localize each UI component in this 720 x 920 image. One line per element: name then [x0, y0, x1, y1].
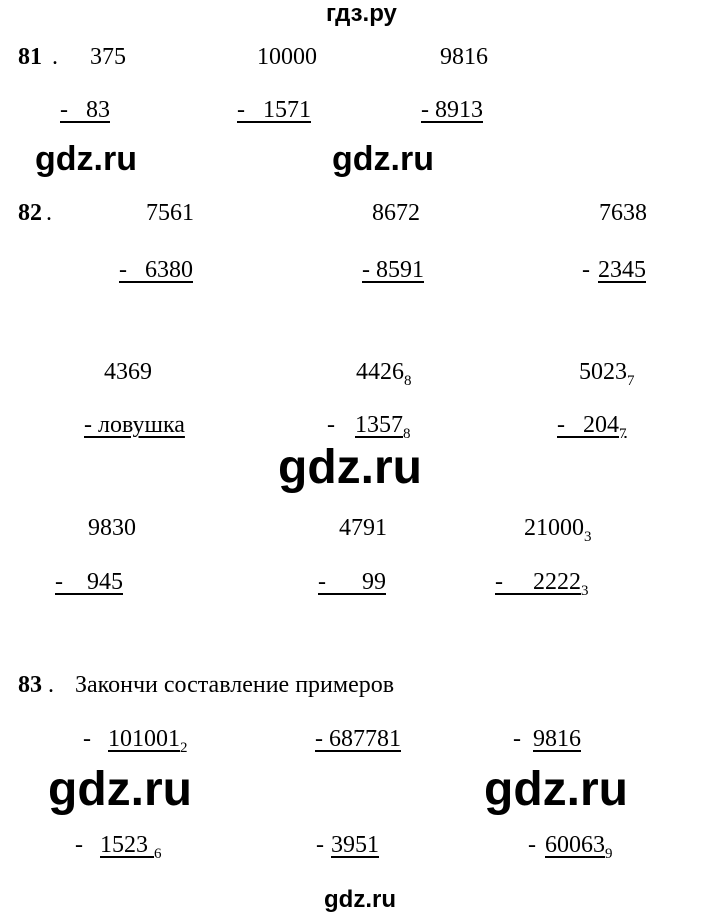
p83-r1-minus-3: - — [513, 726, 527, 752]
p81-top-3: 9816 — [440, 44, 488, 70]
p82-r2-top-3: $5023_7$ — [579, 359, 635, 389]
p81-bottom-3: - 8913 — [421, 97, 483, 123]
p83-r1-value-2: - 687781 — [315, 726, 401, 752]
p82-r1-top-3: 7638 — [599, 200, 647, 226]
watermark-4: gdz.ru — [48, 763, 192, 816]
p83-r2-minus-1: - — [75, 832, 95, 858]
p82-r2-bottom-3: - $204_7$ — [557, 412, 627, 442]
footer-watermark: gdz.ru — [324, 886, 396, 913]
p83-r2-value-1-base: 6 — [154, 846, 162, 862]
p83-r1-value-1-base: 2 — [180, 740, 188, 756]
problem-83-dot: . — [48, 672, 54, 698]
p82-r2-minus-2: - — [327, 412, 347, 438]
p83-r2-minus-3: - — [528, 832, 542, 858]
p81-bottom-2: - 1571 — [237, 97, 311, 123]
p82-r1-top-2: 8672 — [372, 200, 420, 226]
p82-r1-minus-3: - — [582, 257, 596, 283]
p82-r1-bottom-2: - 8591 — [362, 257, 424, 283]
problem-82-number: 82 — [18, 200, 42, 226]
watermark-3: gdz.ru — [278, 441, 422, 494]
p81-bottom-1: - 83 — [60, 97, 110, 123]
p82-r2-bottom-2-base: 8 — [403, 426, 411, 442]
p81-top-2: 10000 — [257, 44, 317, 70]
p82-r3-bottom-1: - 945 — [55, 569, 123, 595]
p82-r3-top-1: 9830 — [88, 515, 136, 541]
p83-r2-value-1: 1523 $_6$ — [100, 832, 162, 862]
p82-r2-top-2: $4426_8$ — [356, 359, 412, 389]
p83-r1-minus-1: - — [83, 726, 103, 752]
p82-r2-top-1: 4369 — [104, 359, 152, 385]
p83-r1-value-3: 9816 — [533, 726, 581, 752]
p82-r2-bottom-2: $1357_8$ — [355, 412, 411, 442]
problem-82-dot: . — [46, 200, 52, 226]
p82-r2-bottom-1: - ловушка — [84, 412, 185, 438]
p81-top-1: 375 — [90, 44, 126, 70]
watermark-1: gdz.ru — [35, 140, 137, 178]
p82-r3-top-3: $21000_3$ — [524, 515, 592, 545]
p82-r3-bottom-2: - 99 — [318, 569, 386, 595]
problem-81-number: 81 — [18, 44, 42, 70]
p82-r3-top-3-base: 3 — [584, 529, 592, 545]
p82-r1-top-1: 7561 — [146, 200, 194, 226]
problem-81-dot: . — [52, 44, 58, 70]
watermark-2: gdz.ru — [332, 140, 434, 178]
problem-83-number: 83 — [18, 672, 42, 698]
p82-r3-bottom-3-base: 3 — [581, 583, 589, 599]
p83-r2-value-3-base: 9 — [605, 846, 613, 862]
p82-r2-bottom-3-base: 7 — [619, 426, 627, 442]
p82-r1-bottom-3: 2345 — [598, 257, 646, 283]
p82-r3-top-2: 4791 — [339, 515, 387, 541]
p82-r3-bottom-3: - $2222_3$ — [495, 569, 589, 599]
p83-r2-value-2: 3951 — [331, 832, 379, 858]
header-watermark: гдз.ру — [326, 0, 397, 27]
watermark-5: gdz.ru — [484, 763, 628, 816]
p83-r2-minus-2: - — [316, 832, 330, 858]
p83-r1-value-1: $101001_2$ — [108, 726, 188, 756]
problem-83-instruction: Закончи составление примеров — [75, 672, 395, 698]
p82-r2-top-3-base: 7 — [627, 373, 635, 389]
p82-r1-bottom-1: - 6380 — [119, 257, 193, 283]
p82-r2-top-2-base: 8 — [404, 373, 412, 389]
p83-r2-value-3: $60063_9$ — [545, 832, 613, 862]
